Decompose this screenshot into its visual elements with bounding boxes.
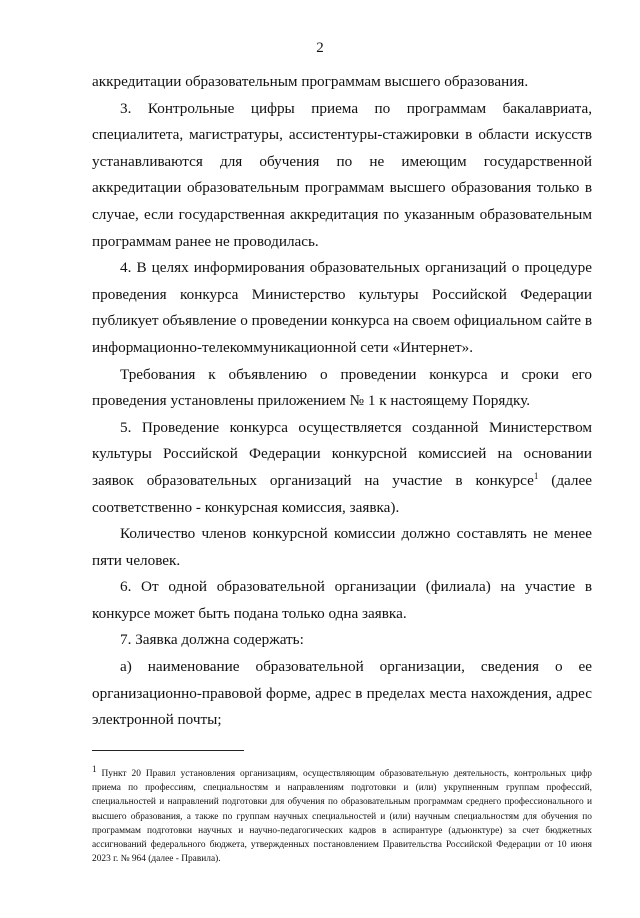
page-number: 2 bbox=[316, 40, 324, 56]
paragraph-continuation: аккредитации образовательным программам высшего образования. bbox=[92, 73, 529, 90]
footnote-text: Пункт 20 Правил установления организациям, осуществляющим образовательную деятельность, контрольных цифр приема по профессиям, специальностям и направлениям подготовки и (или) укрупненным группам профессий, специальностей и направлений подготовки для обучения по образовательным программам среднего профессионального и высшего образования, а также по группам научных специальностей и (или) научным специальностям для обучения по программам подготовки научных и научно-педагогических кадров в аспирантуре (адъюнктуре) за счет бюджетных ассигнований федерального бюджета, утвержденных постановлением Правительства Российской Федерации от 10 июня 2023 г. № 964 (далее - Правила). bbox=[92, 769, 592, 865]
paragraph-5 bbox=[92, 415, 592, 521]
footnote-marker: 1 bbox=[92, 763, 97, 774]
footnote bbox=[92, 763, 592, 866]
paragraph-6: 6. От одной образовательной организации (филиала) на участие в конкурсе может быть подана только одна заявка. bbox=[92, 578, 592, 622]
footnote-reference: 1 bbox=[533, 470, 539, 481]
paragraph-requirements: Требования к объявлению о проведении конкурса и сроки его проведения установлены приложением № 1 к настоящему Порядку. bbox=[92, 365, 592, 410]
footnote-separator bbox=[92, 750, 244, 751]
paragraph-7a: а) наименование образовательной организации, сведения о ее организационно-правовой форме, адрес в пределах места нахождения, адрес электронной почты; bbox=[92, 658, 592, 729]
paragraph-4: 4. В целях информирования образовательных организаций о процедуре проведения конкурса Министерство культуры Российской Федерации публикует объявление о проведении конкурса на своем официальном сайте в информационно-телекоммуникационной сети «Интернет». bbox=[92, 259, 592, 356]
paragraph-5-text: 5. Проведение конкурса осуществляется созданной Министерством культуры Российской Федерации конкурсной комиссией на основании заявок образовательных организаций на участие в конкурсе bbox=[92, 418, 592, 489]
paragraph-commission-size: Количество членов конкурсной комиссии должно составлять не менее пяти человек. bbox=[92, 525, 592, 569]
paragraph-7: 7. Заявка должна содержать: bbox=[120, 631, 304, 649]
paragraph-5-text-end: (далее соответственно - конкурсная комиссия, заявка). bbox=[92, 471, 592, 516]
paragraph-3: 3. Контрольные цифры приема по программам бакалавриата, специалитета, магистратуры, ассистентуры-стажировки в области искусств устанавливаются для обучения по не имеющим государственной аккредитации образовательным программам высшего образования только в случае, если государственная аккредитация по указанным образовательным программам ранее не проводилась. bbox=[92, 99, 592, 250]
document-body bbox=[92, 69, 592, 734]
